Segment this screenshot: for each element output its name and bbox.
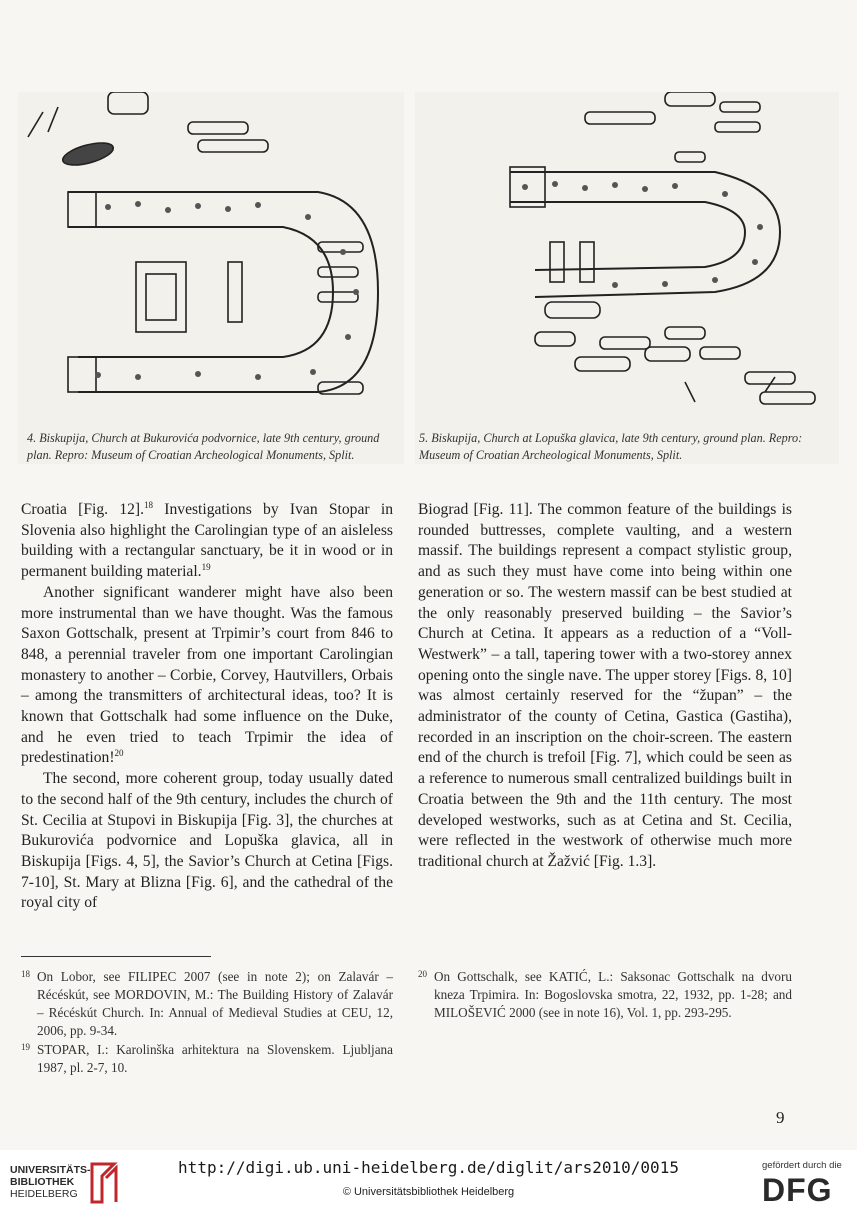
- figure-4-caption: 4. Biskupija, Church at Bukurovića podvornice, late 9th century, ground plan. Repro: Museum of Croatian Archeological Monuments, Split.: [27, 431, 380, 462]
- page-number: 9: [776, 1108, 785, 1127]
- footnote-text: STOPAR, I.: Karolinška arhitektura na Slovenskem. Ljubljana 1987, pl. 2-7, 10.: [37, 1042, 393, 1075]
- figure-4-ground-plan: [18, 92, 404, 464]
- footnote-ref[interactable]: 20: [114, 748, 124, 759]
- footnote-divider: [21, 956, 211, 957]
- footnote-number: 19: [21, 1042, 30, 1052]
- right-column: [418, 500, 792, 873]
- left-column: [21, 500, 393, 914]
- figure-4-drawing: [18, 92, 404, 464]
- paragraph: The second, more coherent group, today usually dated to the second half of the 9th century, includes the church of St. Cecilia at Stupovi in Biskupija [Fig. 3], the churches at Bukurovića podvornice and Lopuška glavica, all in Biskupija [Figs. 4, 5], the Savior’s Church at Cetina [Figs. 7-10], St. Mary at Blizna [Fig. 6], and the cathedral of the royal city of: [21, 770, 393, 912]
- figure-5-ground-plan: [415, 92, 839, 464]
- footnote-text: On Gottschalk, see KATIĆ, L.: Saksonac Gottschalk na dvoru kneza Trpimira. In: Bogoslovska smotra, 22, 1932, pp. 1-28; and MILOŠEVIĆ 2000 (see in note 16), Vol. 1, pp. 293-295.: [434, 969, 792, 1020]
- footer-banner: [0, 1150, 857, 1212]
- footnote-text: On Lobor, see FILIPEC 2007 (see in note 2); on Zalavár – Récéskút, see MORDOVIN, M.: The Building History of Zalavár – Récéskút Church. In: Annual of Medieval Studies at CEU, 12, 2006, pp. 9-34.: [37, 969, 393, 1038]
- footnote-18: [21, 968, 393, 1040]
- footnote-ref[interactable]: 19: [201, 561, 211, 572]
- dfg-logo[interactable]: DFG: [762, 1172, 833, 1208]
- paragraph: Croatia [Fig. 12].$^{18}$ Investigations by Ivan Stopar in Slovenia also highlight the Carolingian type of an aisleless building with a rectangular sanctuary, be it in wood or in permanent building material.$^{19}$: [21, 499, 393, 581]
- footnote-number: 20: [418, 969, 427, 979]
- funding-text: gefördert durch die: [762, 1160, 842, 1171]
- library-logo[interactable]: UNIVERSITÄTS- BIBLIOTHEK HEIDELBERG: [10, 1164, 91, 1200]
- footnote-number: 18: [21, 969, 30, 979]
- page-url-link[interactable]: http://digi.ub.uni-heidelberg.de/diglit/ars2010/0015: [178, 1158, 679, 1177]
- paragraph: Biograd [Fig. 11]. The common feature of the buildings is rounded buttresses, complete vaulting, and a western massif. The buildings represent a compact stylistic group, and as such they must have come into being within one generation or so. The western massif can be best studied at the only reasonably preserved building – the Savior’s Church at Cetina. It appears as a reduction of a “Voll-Westwerk” – a tall, tapering tower with a two-storey annex opening onto the single nave. The upper storey [Figs. 8, 10] was almost certainly reserved for the “župan” – the administrator of the county of Cetina, Gastica (Gastiha), recorded in an inscription on the choir-screen. The eastern end of the church is trefoil [Fig. 7], which could be seen as a reference to numerous small centralized buildings built in Croatia between the 9th and the 11th century. The most developed westworks, such as at Cetina and St. Cecilia, were reflected in the westwork of otherwise much more traditional church at Žažvić [Fig. 1.3].: [418, 501, 792, 870]
- figure-5-caption: 5. Biskupija, Church at Lopuška glavica, late 9th century, ground plan. Repro: Museum of Croatian Archeological Monuments, Split.: [419, 431, 803, 462]
- footnote-ref[interactable]: 18: [144, 499, 154, 510]
- figure-5-drawing: [415, 92, 839, 464]
- footnote-20: [418, 968, 792, 1022]
- footnote-19: [21, 1041, 393, 1077]
- paragraph: Another significant wanderer might have also been more instrumental than we have thought. Was the famous Saxon Gottschalk, present at Trpimir’s court from 846 to 848, a perennial traveler from one important Carolingian monastery to another – Corbie, Corvey, Hautvillers, Orbais – among the transmitters of architectural ideas, too? It is known that Gottschalk had some influence on the Duke, and he even tried to teach Trpimir the idea of predestination!$^{20}$: [21, 583, 393, 767]
- copyright-text: © Universitätsbibliothek Heidelberg: [342, 1186, 515, 1198]
